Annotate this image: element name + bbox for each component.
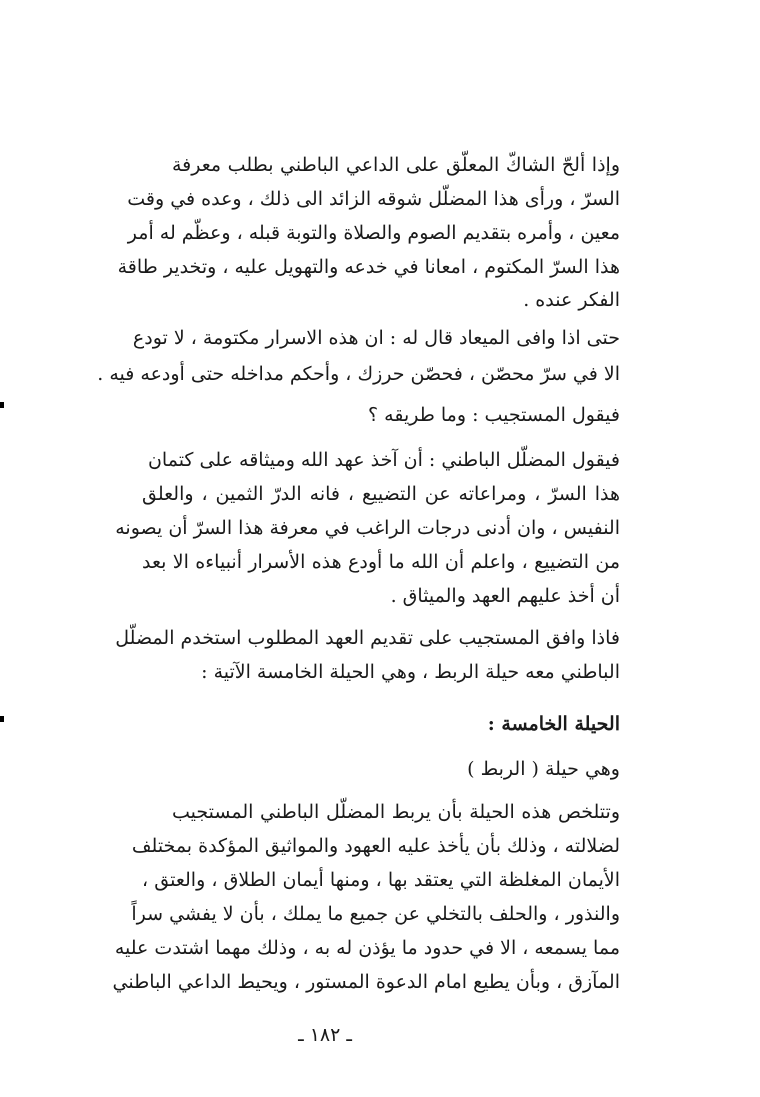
text-line: الأيمان المغلظة التي يعتقد بها ، ومنها أيمان الطلاق ، والعتق ،: [142, 869, 620, 891]
text-line: فيقول المضلّل الباطني : أن آخذ عهد الله وميثاقه على كتمان: [147, 449, 620, 471]
section-heading: الحيلة الخامسة :: [487, 713, 620, 735]
text-line: السرّ ، ورأى هذا المضلّل شوقه الزائد الى ذلك ، وعده في وقت: [127, 188, 620, 210]
text-line: من التضييع ، واعلم أن الله ما أودع هذه الأسرار أنبياءه الا بعد: [142, 551, 620, 573]
text-line: والنذور ، والحلف بالتخلي عن جميع ما يملك ، بأن لا يفشي سراً: [131, 903, 620, 925]
scan-edge-mark: [0, 716, 4, 722]
text-line: الباطني معه حيلة الربط ، وهي الحيلة الخامسة الآتية :: [201, 661, 620, 683]
text-line: فاذا وافق المستجيب على تقديم العهد المطلوب استخدم المضلّل: [115, 627, 620, 649]
text-line: فيقول المستجيب : وما طريقه ؟: [368, 404, 620, 426]
text-line: مما يسمعه ، الا في حدود ما يؤذن له به ، وذلك مهما اشتدت عليه: [114, 937, 620, 959]
text-line: الفكر عنده .: [523, 289, 620, 311]
section-subheading: وهي حيلة ( الربط ): [467, 758, 620, 780]
text-line: وتتلخص هذه الحيلة بأن يربط المضلّل الباطني المستجيب: [172, 801, 620, 823]
text-line: وإذا ألحّ الشاكّ المعلّق على الداعي الباطني بطلب معرفة: [172, 154, 620, 176]
text-line: النفيس ، وان أدنى درجات الراغب في معرفة هذا السرّ أن يصونه: [115, 517, 620, 539]
scan-edge-mark: [0, 402, 4, 408]
text-line: هذا السرّ المكتوم ، امعانا في خدعه والتهويل عليه ، وتخدير طاقة: [117, 256, 620, 278]
text-line: هذا السرّ ، ومراعاته عن التضييع ، فانه الدرّ الثمين ، والعلق: [142, 483, 620, 505]
text-line: حتى اذا وافى الميعاد قال له : ان هذه الاسرار مكتومة ، لا تودع: [132, 327, 620, 349]
text-line: المآزق ، وبأن يطيع امام الدعوة المستور ، ويحيط الداعي الباطني: [112, 971, 620, 993]
text-line: معين ، وأمره بتقديم الصوم والصلاة والتوبة قبله ، وعظّم له أمر: [127, 222, 620, 244]
text-line: لضلالته ، وذلك بأن يأخذ عليه العهود والمواثيق المؤكدة بمختلف: [131, 835, 620, 857]
text-line: الا في سرّ محصّن ، فحصّن حرزك ، وأحكم مداخله حتى أودعه فيه .: [97, 363, 620, 385]
page-number: ـ ١٨٢ ـ: [298, 1024, 352, 1046]
text-line: أن أخذ عليهم العهد والميثاق .: [390, 585, 620, 607]
